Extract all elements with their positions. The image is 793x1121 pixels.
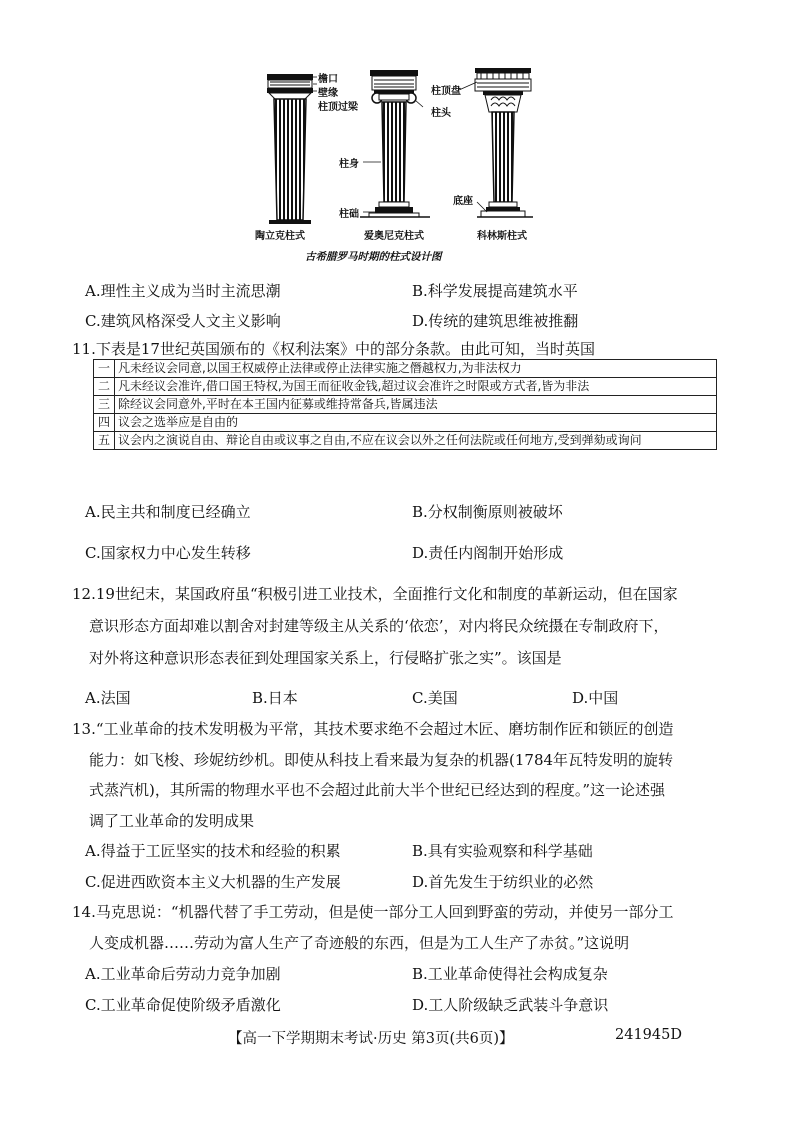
q12-option-b: B.日本	[252, 689, 298, 707]
q10-option-d: D.传统的建筑思维被推翻	[412, 312, 579, 330]
q13-option-a: A.得益于工匠坚实的技术和经验的积累	[85, 842, 341, 860]
q14-option-c: C.工业革命促使阶级矛盾激化	[85, 996, 281, 1014]
q12-line-2: 意识形态方面却难以割舍对封建等级主从关系的‘依恋’，对内将民众统摄在专制政府下，	[89, 617, 669, 635]
clause-number: 三	[94, 396, 115, 414]
q14-option-b: B.工业革命使得社会构成复杂	[412, 965, 608, 983]
table-row	[94, 396, 717, 414]
q10-option-c: C.建筑风格深受人文主义影响	[85, 312, 281, 330]
q12-option-a: A.法国	[85, 689, 131, 707]
q14-option-a: A.工业革命后劳动力竞争加剧	[85, 965, 281, 983]
pedestal-label: 底座	[453, 196, 473, 207]
corinthian-column	[475, 68, 533, 217]
table-row	[94, 432, 717, 450]
architrave-label: 柱顶过梁	[318, 102, 358, 113]
ionic-name: 爱奥尼克柱式	[364, 231, 424, 242]
page-footer: 【高一下学期期末考试·历史 第3页(共6页)】	[228, 1031, 514, 1047]
table-row	[94, 378, 717, 396]
clause-number: 二	[94, 378, 115, 396]
clause-number: 一	[94, 360, 115, 378]
clause-text: 除经议会同意外,平时在本王国内征募或维持常备兵,皆属违法	[115, 396, 717, 414]
clause-number: 四	[94, 414, 115, 432]
ionic-column	[360, 70, 430, 217]
clause-text: 议会之选举应是自由的	[115, 414, 717, 432]
q12-option-c: C.美国	[412, 689, 458, 707]
corinthian-name: 科林斯柱式	[477, 231, 527, 242]
q10-option-a: A.理性主义成为当时主流思潮	[85, 282, 281, 300]
q13-line-2: 能力：如飞梭、珍妮纺纱机。即使从科技上看来最为复杂的机器(1784年瓦特发明的旋转	[89, 751, 674, 769]
shaft-label: 柱身	[339, 159, 359, 170]
table-row	[94, 360, 717, 378]
q13-option-d: D.首先发生于纺织业的必然	[412, 873, 594, 891]
frieze-label: 壁缘	[318, 88, 338, 99]
q14-line-1: 14.马克思说：“机器代替了手工劳动，但是使一部分工人回到野蛮的劳动，并使另一部分工	[72, 903, 674, 921]
table-row	[94, 414, 717, 432]
q13-option-c: C.促进西欧资本主义大机器的生产发展	[85, 873, 341, 891]
base-label: 柱础	[339, 209, 359, 220]
q14-line-2: 人变成机器……劳动为富人生产了奇迹般的东西，但是为工人生产了赤贫。”这说明	[89, 934, 630, 952]
clause-number: 五	[94, 432, 115, 450]
capital-label: 柱头	[431, 108, 451, 119]
clause-text: 凡未经议会准许,借口国王特权,为国王而征收金钱,超过议会准许之时限或方式者,皆为非法	[115, 378, 717, 396]
q12-option-d: D.中国	[572, 689, 619, 707]
q12-line-1: 12.19世纪末，某国政府虽“积极引进工业技术，全面推行文化和制度的革新运动，但在国家	[72, 585, 678, 603]
abacus-label: 柱顶盘	[431, 86, 461, 97]
q11-option-a: A.民主共和制度已经确立	[85, 503, 251, 521]
doric-name: 陶立克柱式	[255, 231, 305, 242]
cornice-label: 檐口	[318, 74, 338, 85]
q11-option-c: C.国家权力中心发生转移	[85, 544, 251, 562]
column-orders-drawing	[255, 62, 555, 242]
column-orders-figure	[255, 62, 555, 272]
doric-column	[267, 74, 313, 224]
q11-stem: 11.下表是17世纪英国颁布的《权利法案》中的部分条款。由此可知，当时英国	[72, 340, 595, 358]
q13-option-b: B.具有实验观察和科学基础	[412, 842, 593, 860]
q10-option-b: B.科学发展提高建筑水平	[412, 282, 578, 300]
q11-option-d: D.责任内阁制开始形成	[412, 544, 564, 562]
q13-line-3: 式蒸汽机)，其所需的物理水平也不会超过此前大半个世纪已经达到的程度。”这一论述强	[89, 781, 666, 799]
q13-line-4: 调了工业革命的发明成果	[89, 812, 255, 830]
q11-option-b: B.分权制衡原则被破坏	[412, 503, 563, 521]
q13-line-1: 13.“工业革命的技术发明极为平常，其技术要求绝不会超过木匠、磨坊制作匠和锁匠的创造	[72, 720, 674, 738]
clause-text: 凡未经议会同意,以国王权威停止法律或停止法律实施之僭越权力,为非法权力	[115, 360, 717, 378]
figure-caption: 古希腊罗马时期的柱式设计图	[305, 251, 442, 263]
bill-of-rights-table	[93, 359, 717, 450]
q14-option-d: D.工人阶级缺乏武装斗争意识	[412, 996, 609, 1014]
exam-code: 241945D	[615, 1027, 682, 1043]
clause-text: 议会内之演说自由、辩论自由或议事之自由,不应在议会以外之任何法院或任何地方,受到弹劾或询问	[115, 432, 717, 450]
q12-line-3: 对外将这种意识形态表征到处理国家关系上，行侵略扩张之实”。该国是	[89, 649, 562, 667]
